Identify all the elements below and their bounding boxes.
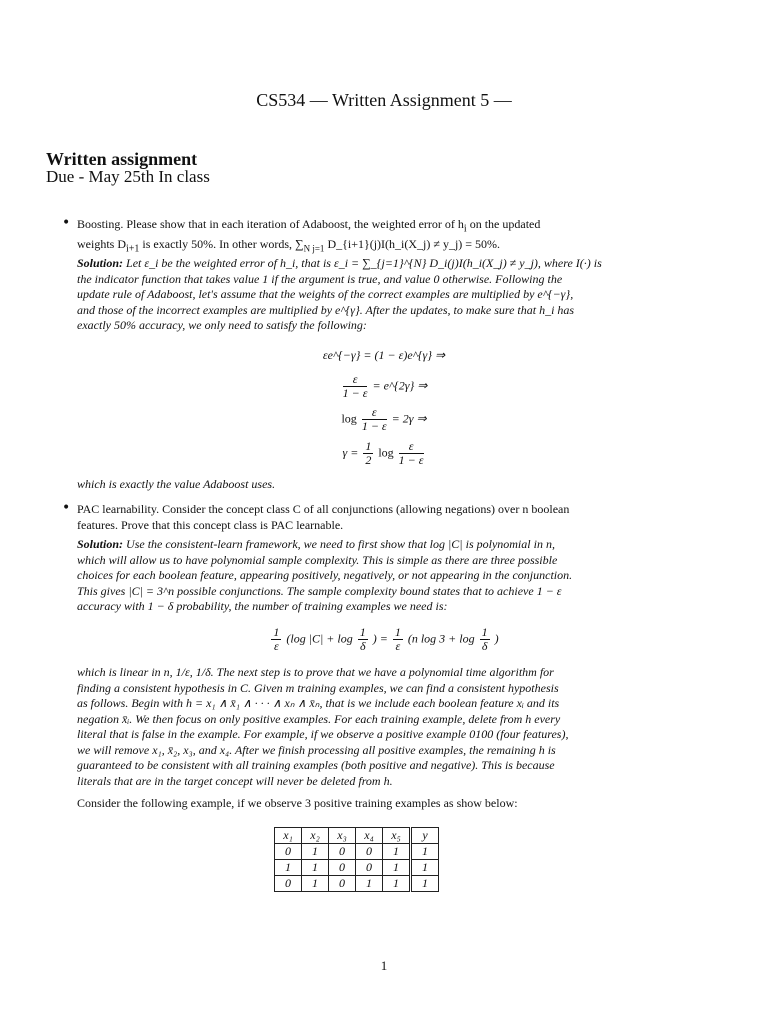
fraction: $\frac{1}{\varepsilon}$: [273, 625, 280, 653]
fraction: $\frac{\varepsilon}{1 - \varepsilon}$: [398, 439, 424, 467]
q1-solution-line2: the indicator function that takes value 1 if the argument is true, and value 0 otherwise. Following the: [77, 271, 563, 286]
q2-paragraph-line6: we will remove x₁, x̄₂, x₃, and x₄. After we finish processing all positive examples, the remaining h is: [77, 742, 556, 757]
q2-prompt: [77, 502, 633, 533]
table-cell: 1: [383, 876, 411, 892]
q1-solution-line3: update rule of Adaboost, let's assume that the weights of the correct examples are multiplied by e^{−γ},: [77, 287, 574, 301]
q2-paragraph-line2: finding a consistent hypothesis in C. Given m training examples, we can find a consistent hypothesis: [77, 680, 559, 695]
table-cell: 1: [383, 860, 411, 876]
equation-2: $\frac{\varepsilon}{1 - \varepsilon}$ = e^{2γ} ⇒: [342, 372, 428, 400]
page-title: CS534 — Written Assignment 5 —: [256, 90, 512, 110]
q2-paragraph-line7: guaranteed to be consistent with all training examples (both positive and negative). This is because: [77, 758, 555, 772]
table-header-cell: x₅: [383, 828, 411, 844]
table-header-cell: x₁: [275, 828, 302, 844]
q1-solution: [77, 256, 633, 334]
q2-algorithm-paragraph: [77, 665, 633, 789]
table-cell: 0: [356, 860, 383, 876]
q2-solution: [77, 537, 633, 615]
bullet-icon: •: [62, 215, 71, 231]
table-cell: 0: [356, 844, 383, 860]
table-cell: 1: [275, 860, 302, 876]
table-cell: 0: [275, 844, 302, 860]
table-row: [275, 860, 439, 876]
fraction: $\frac{1}{\delta}$: [359, 625, 366, 653]
q1-prompt-line2: weights $D_{i+1}$ is exactly 50%. In other words, $\sum_{N j=1}$ D_{i+1}(j)I(h_i(X_j) ≠ y_j) = 50%.: [77, 236, 501, 255]
q2-prompt-line2: features. Prove that this concept class is PAC learnable.: [77, 517, 344, 532]
table-cell: 1: [411, 876, 439, 892]
fraction: $\frac{1}{2}$: [365, 439, 372, 467]
table-cell: 0: [329, 860, 356, 876]
fraction: $\frac{1}{\varepsilon}$: [394, 625, 401, 653]
q2-solution-line4: This gives |C| = 3^n possible conjunctions. The sample complexity bound states that to achieve 1 − ε: [77, 583, 562, 598]
q1-solution-line1: Solution: Let ε_i be the weighted error of h_i, that is ε_i = ∑_{j=1}^{N} D_i(j)I(h_i(X_j) ≠ y_j), where I(·) is: [77, 256, 602, 270]
table-cell: 1: [383, 844, 411, 860]
q1-conclusion: which is exactly the value Adaboost uses.: [77, 477, 276, 491]
fraction: $\frac{\varepsilon}{1 - \varepsilon}$: [361, 405, 387, 433]
q2-paragraph-line5: literal that is false in the example. For example, if we observe a positive example 0100 (four features),: [77, 727, 569, 741]
equation-3: log $\frac{\varepsilon}{1 - \varepsilon}$ = 2γ ⇒: [341, 405, 427, 433]
table-cell: 0: [329, 844, 356, 860]
table-cell: 1: [411, 844, 439, 860]
table-intro: Consider the following example, if we observe 3 positive training examples as show below:: [77, 796, 518, 810]
equation-1: εe^{−γ} = (1 − ε)e^{γ} ⇒: [322, 348, 446, 362]
table-cell: 1: [302, 860, 329, 876]
table-header-cell: y: [411, 828, 439, 844]
table-row: [275, 876, 439, 892]
table-cell: 0: [329, 876, 356, 892]
table-cell: 1: [356, 876, 383, 892]
table-cell: 1: [302, 876, 329, 892]
q1-solution-line5: exactly 50% accuracy, we only need to satisfy the following:: [77, 318, 367, 332]
q2-solution-line3: choices for each boolean feature, appearing positively, negatively, or not appearing in the conjunction.: [77, 568, 573, 582]
section-heading: Written assignment: [46, 149, 198, 169]
table-cell: 0: [275, 876, 302, 892]
q2-paragraph-line1: which is linear in n, 1/ε, 1/δ. The next step is to prove that we have a polynomial time algorithm for: [77, 665, 554, 679]
q2-paragraph-line3: as follows. Begin with h = x₁ ∧ x̄₁ ∧ · · · ∧ xₙ ∧ x̄ₙ, that is we include each boolean feature xᵢ and its: [77, 696, 560, 710]
table-cell: 1: [302, 844, 329, 860]
bullet-icon: •: [62, 500, 71, 516]
table-row: [275, 844, 439, 860]
page-number: 1: [380, 958, 388, 973]
fraction: $\frac{\varepsilon}{1 - \varepsilon}$: [342, 372, 368, 400]
table-header-cell: x₄: [356, 828, 383, 844]
table-header-cell: x₃: [329, 828, 356, 844]
q2-solution-line2: which will allow us to have polynomial sample complexity. This is simple as there are three possible: [77, 552, 558, 567]
q1-solution-line4: and those of the incorrect examples are multiplied by e^{γ}. After the updates, to make sure that h_i has: [77, 302, 575, 317]
table-header-row: [275, 828, 439, 844]
due-date: Due - May 25th In class: [46, 167, 210, 186]
q2-paragraph-line8: literals that are in the target concept will never be deleted from h.: [77, 773, 393, 788]
q2-prompt-line1: PAC learnability. Consider the concept class C of all conjunctions (allowing negations) over n boolean: [77, 502, 570, 516]
table-header-cell: x₂: [302, 828, 329, 844]
sample-complexity-equation: $\frac{1}{\varepsilon}$ (log |C| + log $\frac{1}{\delta}$ ) = $\frac{1}{\varepsilon}$ (n log 3 + log $\frac{1}{\delta}$ ): [273, 625, 499, 653]
q1-prompt: [77, 217, 633, 257]
equation-4: γ = $\frac{1}{2}$ log $\frac{\varepsilon}{1 - \varepsilon}$: [342, 439, 424, 467]
q2-paragraph-line4: negation x̄ᵢ. We then focus on only positive examples. For each training example, delete from h every: [77, 711, 561, 726]
fraction: $\frac{1}{\delta}$: [481, 625, 488, 653]
q1-prompt-line1: Boosting. Please show that in each iteration of Adaboost, the weighted error of $h_i$ on the updated: [77, 217, 541, 235]
q2-solution-line5: accuracy with 1 − δ probability, the number of training examples we need is:: [77, 599, 448, 613]
q2-solution-line1: Solution: Use the consistent-learn framework, we need to first show that log |C| is polynomial in n,: [77, 537, 555, 551]
table-cell: 1: [411, 860, 439, 876]
training-examples-table: [274, 827, 439, 892]
